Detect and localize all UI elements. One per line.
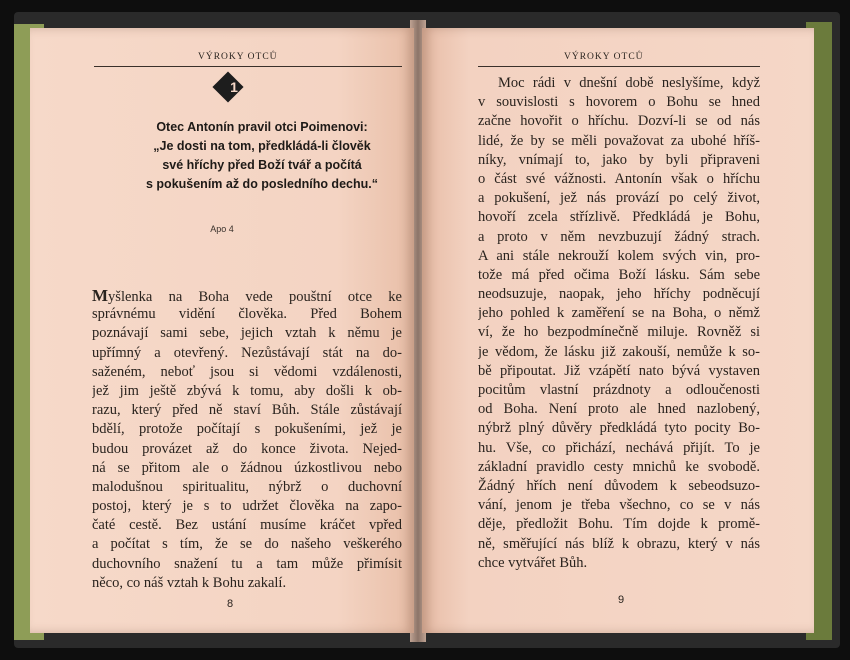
text-line: Moc rádi v dnešní době neslyšíme, když (498, 75, 760, 91)
quote-reference: Apo 4 (210, 224, 234, 234)
text-line: správnému vidění člověka. Před Bohem (92, 306, 402, 323)
text-line: o část své vážnosti. Antonín však o hříchu (478, 170, 760, 187)
text-line: čaté cestě. Bez ustání musíme kráčet vpřed (92, 517, 402, 534)
head-rule-right (478, 66, 760, 67)
running-head-left: VÝROKY OTCŮ (198, 52, 278, 62)
text-line: Myšlenka na Boha vede pouštní otce ke (92, 286, 402, 305)
text-line: od Boha. Není proto ale hned nazlobený, (478, 401, 760, 418)
text-line: ně, směřující nás blíž k obrazu, který v nás (478, 535, 760, 552)
left-page (30, 28, 414, 633)
text-line: jeho pohled k zaměření se na Boha, o němž (478, 305, 760, 322)
quote-line: Otec Antonín pravil otci Poimenovi: (156, 120, 368, 134)
drop-initial: M (92, 286, 109, 305)
text-line: začne hovořit o hříchu. Dozví-li se od nás (478, 113, 760, 130)
text-line: lidé, že by se měli považovat za ubohé hříš- (478, 132, 760, 149)
text-line: bě připoutat. Již vzápětí nato bývá vystaven (478, 362, 760, 379)
text-line: poznávají sami sebe, jejich vztah k němu je (92, 325, 402, 342)
text-line: razu, který před ně staví Bůh. Stále zůstávají (92, 402, 402, 419)
text-line: v souvislosti s hovorem o Bohu se hned (478, 94, 760, 111)
text-line: je vědom, že lásku již zakouší, nemůže k so- (478, 343, 760, 360)
text-line: nýbrž plný důvěry předkládá tyto pocity Bo- (478, 420, 760, 437)
text-line: děje, předložit Bohu. Tím dojde k promě- (478, 516, 760, 533)
text-line: budou provázet až do konce života. Nejed- (92, 440, 402, 457)
text-line: Žádný hřích není důvodem k sebeodsuzo- (478, 477, 760, 494)
text-line: ná se přitom ale o žádnou úzkostlivou nebo (92, 459, 402, 476)
quote-line: své hříchy před Boží tvář a počítá (162, 158, 362, 172)
text-line: bdělí, protože počítají s pokušeními, jež je (92, 421, 402, 438)
text-line: a pokušení, jež nás provází po celý život, (478, 190, 760, 207)
saying-quote (100, 118, 424, 194)
running-head-right: VÝROKY OTCŮ (564, 52, 644, 62)
text-line: A ani stále nekrouží kolem svých vin, pro- (478, 247, 760, 264)
page-number-right: 9 (618, 594, 625, 606)
text-line: hu. Vše, co přichází, nechává přijít. To je (478, 439, 760, 456)
text-line: hovoří zcela střízlivě. Předkládá je Bohu, (478, 209, 760, 226)
text-line: níky, vnímají to, jako by byli připraveni (478, 151, 760, 168)
text-line: malodušnou spiritualitu, nýbrž o duchovní (92, 478, 402, 495)
quote-line: s pokušením až do posledního dechu.“ (146, 177, 378, 191)
page-number-left: 8 (227, 598, 234, 610)
text-line: upřímný a otevřený. Nezůstávají stát na do- (92, 344, 402, 361)
text-line: chce vytvářet Bůh. (478, 554, 588, 571)
text-line: pocitům vlastní prázdnoty a odloučenosti (478, 382, 760, 398)
text-line: postoj, který je s to udržet člověka na zapo- (92, 498, 402, 515)
right-body-text (478, 74, 760, 573)
head-rule-left (94, 66, 402, 67)
text-line: základní pravidlo cesty mnichů ke svobodě. (478, 458, 760, 475)
text-line: a počítat s tím, že se do našeho veškerého (92, 536, 402, 553)
text-line: tože má před očima Boží lásku. Sám sebe (478, 266, 760, 283)
text-line: něco, co náš vztah k Bohu zakalí. (92, 574, 287, 591)
text-line: jež jim ještě zbývá k tomu, aby došli k ob- (92, 382, 402, 399)
left-body-text (92, 286, 402, 593)
text-line: neodsuzuje, naopak, jeho hříchy podněcují (478, 286, 760, 303)
text-line: saženém, neboť jsou si vědomi vzdálenosti, (92, 363, 402, 380)
text-line: vání, jenom je třeba všechno, co se v nás (478, 497, 760, 514)
right-page (422, 28, 814, 633)
saying-number: 1 (230, 79, 238, 95)
text-line: duchovního snažení tu a tam může přimísit (92, 555, 402, 572)
quote-line: „Je dosti na tom, předkládá-li člověk (153, 139, 371, 153)
text-line: a proto v něm nevzbuzují žádný strach. (478, 228, 760, 245)
text-line: ví, že ho bezpodmínečně miluje. Rovněž si (478, 324, 760, 341)
